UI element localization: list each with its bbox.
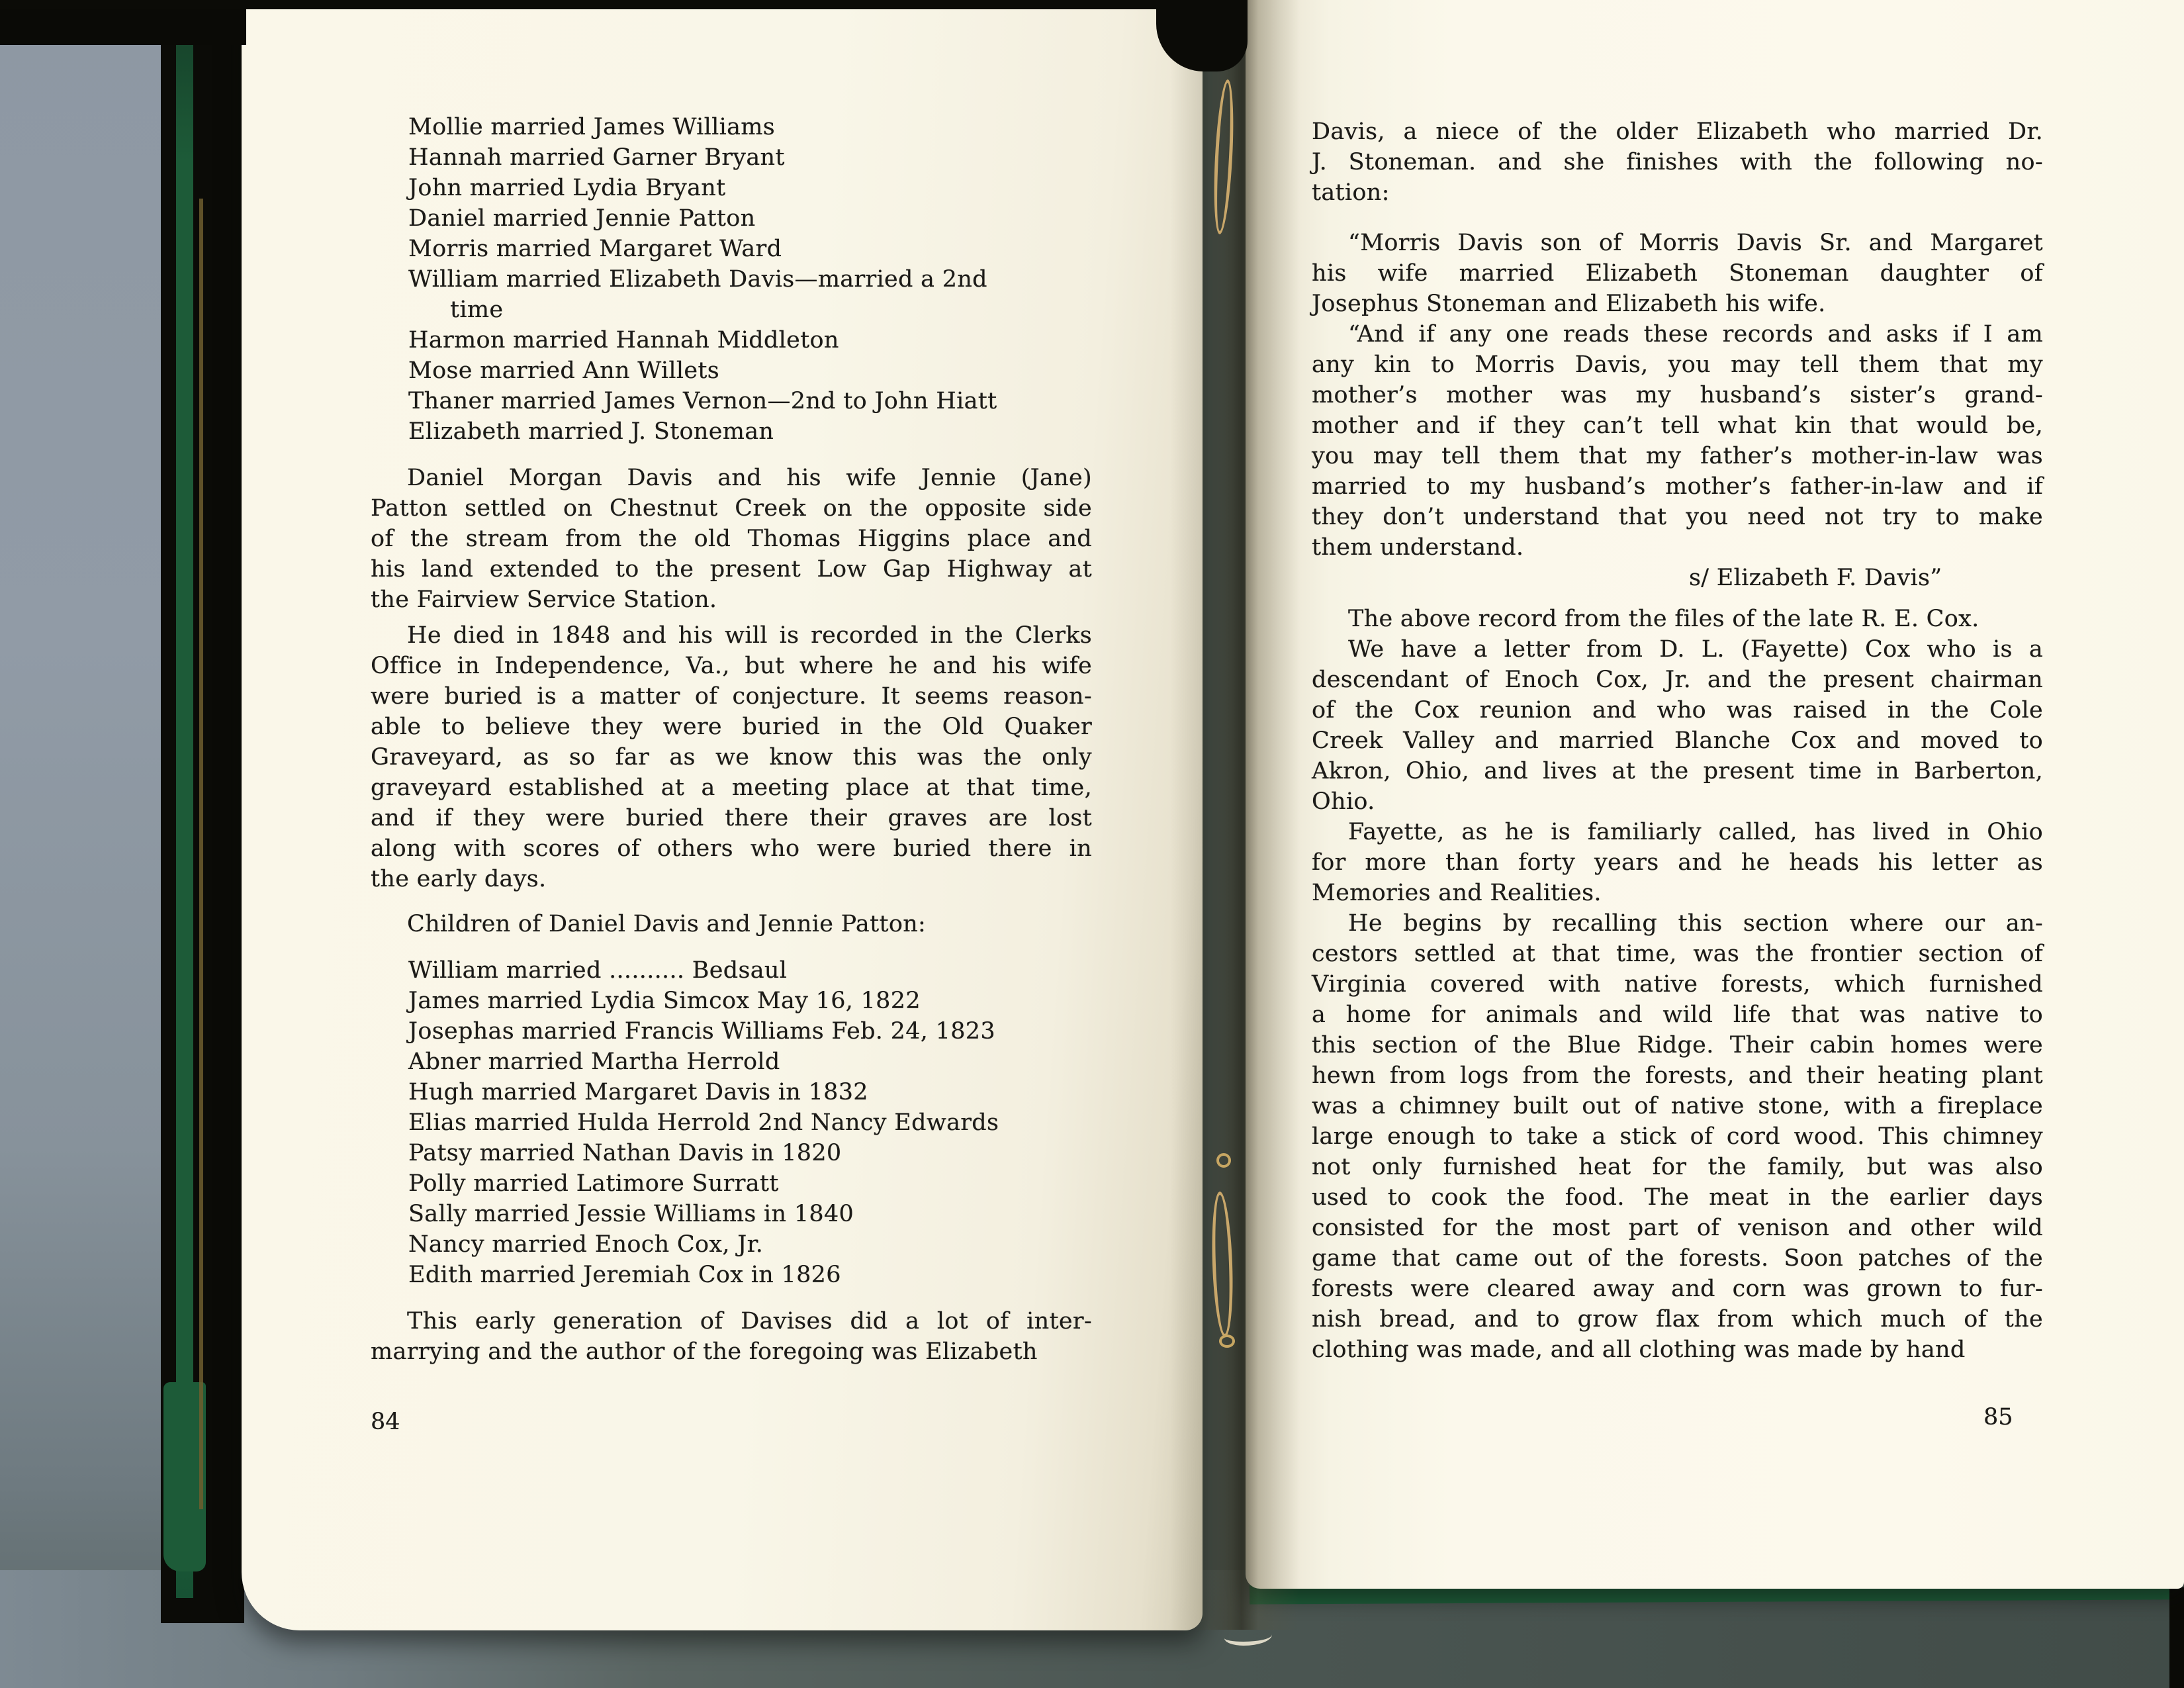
- text-line: Polly married Latimore Surratt: [408, 1170, 779, 1197]
- scan-top-black-strip: [0, 0, 1244, 9]
- text-line: were buried is a matter of conjecture. It seems reason-: [371, 683, 1092, 710]
- text-line: J. Stoneman. and she finishes with the following no-: [1312, 149, 2043, 175]
- list-block: [408, 112, 1092, 447]
- text-line: mother and if they can’t tell what kin that would be,: [1312, 412, 2043, 439]
- text-line: graveyard established at a meeting place at that time,: [371, 774, 1092, 801]
- text-line: Thaner married James Vernon—2nd to John Hiatt: [408, 388, 997, 414]
- para-block: [1312, 228, 2043, 319]
- text-line: He begins by recalling this section where our an-: [1348, 910, 2043, 937]
- text-line: was a chimney built out of native stone, with a fireplace: [1312, 1093, 2043, 1119]
- heading-block: [371, 909, 1092, 939]
- text-line: William married .......... Bedsaul: [408, 957, 788, 984]
- text-line: Children of Daniel Davis and Jennie Patton:: [407, 911, 927, 937]
- text-line: He died in 1848 and his will is recorded in the Clerks: [407, 622, 1092, 649]
- page-number-left: 84: [371, 1409, 400, 1435]
- text-line: cestors settled at that time, was the frontier section of: [1312, 941, 2043, 967]
- sig-block: [1312, 563, 2043, 593]
- text-line: nish bread, and to grow flax from which much of the: [1312, 1306, 2043, 1333]
- text-line: large enough to take a stick of cord wood. This chimney: [1312, 1123, 2043, 1150]
- text-line: “Morris Davis son of Morris Davis Sr. and Margaret: [1348, 230, 2043, 256]
- text-line: this section of the Blue Ridge. Their cabin homes were: [1312, 1032, 2043, 1058]
- text-line: Ohio.: [1312, 788, 1375, 815]
- text-line: consisted for the most part of venison and other wild: [1312, 1215, 2043, 1241]
- para-block: [1312, 604, 2043, 634]
- text-line: for more than forty years and he heads his letter as: [1312, 849, 2043, 876]
- para-block: [1312, 634, 2043, 817]
- book-cover-left-edge: [176, 36, 193, 1598]
- text-line: game that came out of the forests. Soon patches of the: [1312, 1245, 2043, 1272]
- para-block: [1312, 908, 2043, 1365]
- text-line: James married Lydia Simcox May 16, 1822: [408, 988, 921, 1014]
- text-line: you may tell them that my father’s mother-in-law was: [1312, 443, 2043, 469]
- text-line: Mose married Ann Willets: [408, 357, 720, 384]
- scan-bottom-right-black: [2169, 1587, 2184, 1688]
- text-line: the early days.: [371, 866, 547, 892]
- para-block: [1312, 319, 2043, 563]
- text-line: Josephus Stoneman and Elizabeth his wife.: [1312, 291, 1826, 317]
- text-line: the Fairview Service Station.: [371, 586, 717, 613]
- text-line: Fayette, as he is familiarly called, has lived in Ohio: [1348, 819, 2043, 845]
- right-page-text-column: [1312, 117, 2043, 1365]
- text-line: his land extended to the present Low Gap Highway at: [371, 556, 1092, 583]
- text-line: not only furnished heat for the family, but was also: [1312, 1154, 2043, 1180]
- text-line: used to cook the food. The meat in the earlier days: [1312, 1184, 2043, 1211]
- para-block: [371, 1306, 1092, 1367]
- left-page: [242, 9, 1203, 1630]
- binding-thread-top-icon: [1211, 79, 1236, 234]
- binding-thread-knot-icon: [1219, 1335, 1235, 1348]
- text-line: marrying and the author of the foregoing was Elizabeth: [371, 1338, 1038, 1365]
- text-line: Virginia covered with native forests, which furnished: [1312, 971, 2043, 998]
- text-line: and if they were buried there their graves are lost: [371, 805, 1092, 831]
- right-page: [1246, 0, 2184, 1589]
- text-line: Akron, Ohio, and lives at the present time in Barberton,: [1312, 758, 2043, 784]
- text-line: Harmon married Hannah Middleton: [408, 327, 839, 353]
- text-line: Office in Independence, Va., but where he and his wife: [371, 653, 1092, 679]
- text-line: Abner married Martha Herrold: [408, 1049, 780, 1075]
- text-line: Sally married Jessie Williams in 1840: [408, 1201, 854, 1227]
- text-line: Elizabeth married J. Stoneman: [408, 418, 774, 445]
- book-cover-gold-trim: [199, 199, 203, 1509]
- text-line: John married Lydia Bryant: [408, 175, 726, 201]
- text-line: Mollie married James Williams: [408, 114, 776, 140]
- binding-thread-knot-icon: [1216, 1153, 1231, 1168]
- text-line: tation:: [1312, 179, 1390, 206]
- text-line: Davis, a niece of the older Elizabeth who married Dr.: [1312, 118, 2043, 145]
- text-line: clothing was made, and all clothing was made by hand: [1312, 1336, 1966, 1363]
- text-line: mother’s mother was my husband’s sister’s grand-: [1312, 382, 2043, 408]
- text-line: We have a letter from D. L. (Fayette) Cox who is a: [1348, 636, 2043, 663]
- text-line: along with scores of others who were buried there in: [371, 835, 1092, 862]
- text-line: The above record from the files of the late R. E. Cox.: [1348, 606, 1979, 632]
- text-line: of the Cox reunion and who was raised in the Cole: [1312, 697, 2043, 724]
- binding-thread-bottom-icon: [1210, 1192, 1235, 1338]
- text-line: Nancy married Enoch Cox, Jr.: [408, 1231, 764, 1258]
- text-line: Creek Valley and married Blanche Cox and moved to: [1312, 727, 2043, 754]
- text-line: Memories and Realities.: [1312, 880, 1602, 906]
- text-line: Hugh married Margaret Davis in 1832: [408, 1079, 868, 1105]
- para-block: [1312, 817, 2043, 908]
- para-flush-block: [1312, 117, 2043, 208]
- text-line: they don’t understand that you need not try to make: [1312, 504, 2043, 530]
- text-line: Hannah married Garner Bryant: [408, 144, 785, 171]
- text-line: Elias married Hulda Herrold 2nd Nancy Edwards: [408, 1109, 999, 1136]
- para-block: [371, 463, 1092, 615]
- text-line: of the stream from the old Thomas Higgins place and: [371, 526, 1092, 552]
- text-line: Josephas married Francis Williams Feb. 24, 1823: [408, 1018, 995, 1045]
- text-line: Daniel Morgan Davis and his wife Jennie (Jane): [407, 465, 1092, 491]
- left-page-text-column: [371, 112, 1092, 1367]
- page-number-right: 85: [1983, 1404, 2013, 1430]
- para-block: [371, 620, 1092, 894]
- text-line: them understand.: [1312, 534, 1524, 561]
- text-line: descendant of Enoch Cox, Jr. and the present chairman: [1312, 667, 2043, 693]
- text-line: married to my husband’s mother’s father-in-law and if: [1312, 473, 2043, 500]
- text-line: a home for animals and wild life that was native to: [1312, 1002, 2043, 1028]
- text-line: hewn from logs from the forests, and their heating plant: [1312, 1062, 2043, 1089]
- text-line: able to believe they were buried in the Old Quaker: [371, 714, 1092, 740]
- text-line: Patsy married Nathan Davis in 1820: [408, 1140, 842, 1166]
- list-block: [408, 955, 1092, 1290]
- text-line: Morris married Margaret Ward: [408, 236, 782, 262]
- text-line: his wife married Elizabeth Stoneman daughter of: [1312, 260, 2043, 287]
- text-line: s/ Elizabeth F. Davis”: [1689, 565, 1942, 591]
- text-line: “And if any one reads these records and asks if I am: [1348, 321, 2043, 348]
- text-line: time: [450, 297, 504, 323]
- text-line: any kin to Morris Davis, you may tell them that my: [1312, 352, 2043, 378]
- text-line: Daniel married Jennie Patton: [408, 205, 756, 232]
- text-line: forests were cleared away and corn was grown to fur-: [1312, 1276, 2043, 1302]
- text-line: Patton settled on Chestnut Creek on the opposite side: [371, 495, 1092, 522]
- text-line: Edith married Jeremiah Cox in 1826: [408, 1262, 841, 1288]
- text-line: William married Elizabeth Davis—married a 2nd: [408, 266, 987, 293]
- text-line: This early generation of Davises did a lot of inter-: [407, 1308, 1092, 1335]
- text-line: Graveyard, as so far as we know this was the only: [371, 744, 1092, 771]
